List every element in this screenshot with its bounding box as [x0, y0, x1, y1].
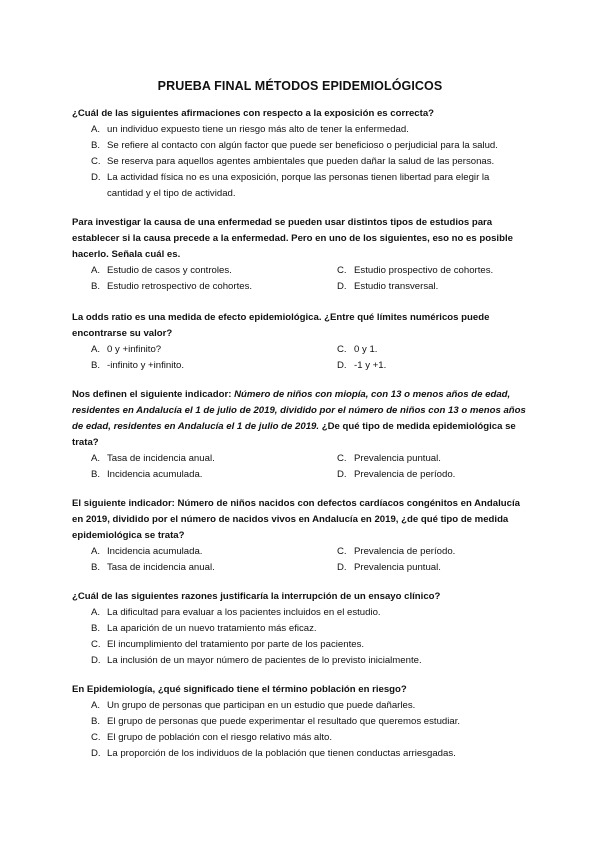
question-3 [72, 310, 528, 374]
option-d: D. Prevalencia puntual. [337, 562, 441, 573]
option-d: D. Estudio transversal. [337, 281, 439, 292]
option-c: C. El incumplimiento del tratamiento por parte de los pacientes. [91, 639, 365, 650]
option-a: A. Estudio de casos y controles. [91, 265, 232, 276]
option-a: A. un individuo expuesto tiene un riesgo más alto de tener la enfermedad. [91, 124, 409, 135]
option-c: C. Se reserva para aquellos agentes ambientales que pueden dañar la salud de las personas. [91, 156, 495, 167]
option-a: A. Un grupo de personas que participan en un estudio que puede dañarles. [91, 700, 416, 711]
option-c: C. Prevalencia puntual. [337, 453, 441, 464]
option-d: D. Prevalencia de período. [337, 469, 456, 480]
option-b: B. Tasa de incidencia anual. [91, 562, 215, 573]
option-d: D. La actividad física no es una exposición, porque las personas tienen libertad para elegir la cantidad y el tipo de actividad. [91, 172, 490, 199]
option-a: A. 0 y +infinito? [91, 344, 162, 355]
question-stem: La odds ratio es una medida de efecto epidemiológica. ¿Entre qué límites numéricos puede encontrarse su valor? [72, 312, 490, 339]
question-stem: En Epidemiología, ¿qué significado tiene el término población en riesgo? [72, 684, 407, 695]
option-a: A. Tasa de incidencia anual. [91, 453, 215, 464]
question-stem: Nos definen el siguiente indicador: Número de niños con miopía, con 13 o menos años de edad, residentes en Andalucía el 1 de julio de 2019, dividido por el número de niños con 13 o menos años de edad, residentes en Andalucía el 1 de julio de 2019. ¿De qué tipo de medida epidemiológica se trata? [72, 389, 526, 448]
question-stem: Para investigar la causa de una enfermedad se pueden usar distintos tipos de estudios para establecer si la causa precede a la enfermedad. Pero en uno de los siguientes, eso no es posible hacerlo. Señala cuál es. [72, 217, 513, 260]
question-stem: ¿Cuál de las siguientes afirmaciones con respecto a la exposición es correcta? [72, 108, 435, 119]
question-stem: ¿Cuál de las siguientes razones justificaría la interrupción de un ensayo clínico? [72, 591, 441, 602]
question-2 [72, 215, 528, 295]
option-a: A. Incidencia acumulada. [91, 546, 203, 557]
question-stem: El siguiente indicador: Número de niños nacidos con defectos cardíacos congénitos en Andalucía en 2019, dividido por el número de nacidos vivos en Andalucía en 2019, ¿de qué tipo de medida epidemiológica se trata? [72, 498, 520, 541]
option-b: B. Estudio retrospectivo de cohortes. [91, 281, 253, 292]
option-a: A. La dificultad para evaluar a los pacientes incluidos en el estudio. [91, 607, 381, 618]
page-title: PRUEBA FINAL MÉTODOS EPIDEMIOLÓGICOS [157, 79, 443, 93]
question-6 [72, 589, 528, 669]
option-b: B. Incidencia acumulada. [91, 469, 203, 480]
question-5 [72, 496, 528, 576]
option-b: B. La aparición de un nuevo tratamiento más eficaz. [91, 623, 317, 634]
option-c: C. Prevalencia de período. [337, 546, 456, 557]
indicator-definition: Número de niños con miopía, con 13 o menos años de edad, residentes en Andalucía el 1 de julio de 2019, dividido por el número de niños con 13 o menos años de edad, residentes en Andalucía el 1 de julio de 2019. [72, 389, 526, 432]
option-d: D. -1 y +1. [337, 360, 387, 371]
option-d: D. La proporción de los individuos de la población que tienen conductas arriesgadas. [91, 748, 456, 759]
question-7 [72, 682, 528, 762]
option-c: C. 0 y 1. [337, 344, 378, 355]
question-4 [72, 387, 528, 483]
option-c: C. Estudio prospectivo de cohortes. [337, 265, 494, 276]
question-1 [72, 106, 528, 202]
option-b: B. Se refiere al contacto con algún factor que puede ser beneficioso o perjudicial para la salud. [91, 140, 498, 151]
option-b: B. El grupo de personas que puede experimentar el resultado que queremos estudiar. [91, 716, 461, 727]
option-d: D. La inclusión de un mayor número de pacientes de lo previsto inicialmente. [91, 655, 422, 666]
option-b: B. -infinito y +infinito. [91, 360, 185, 371]
option-c: C. El grupo de población con el riesgo relativo más alto. [91, 732, 333, 743]
